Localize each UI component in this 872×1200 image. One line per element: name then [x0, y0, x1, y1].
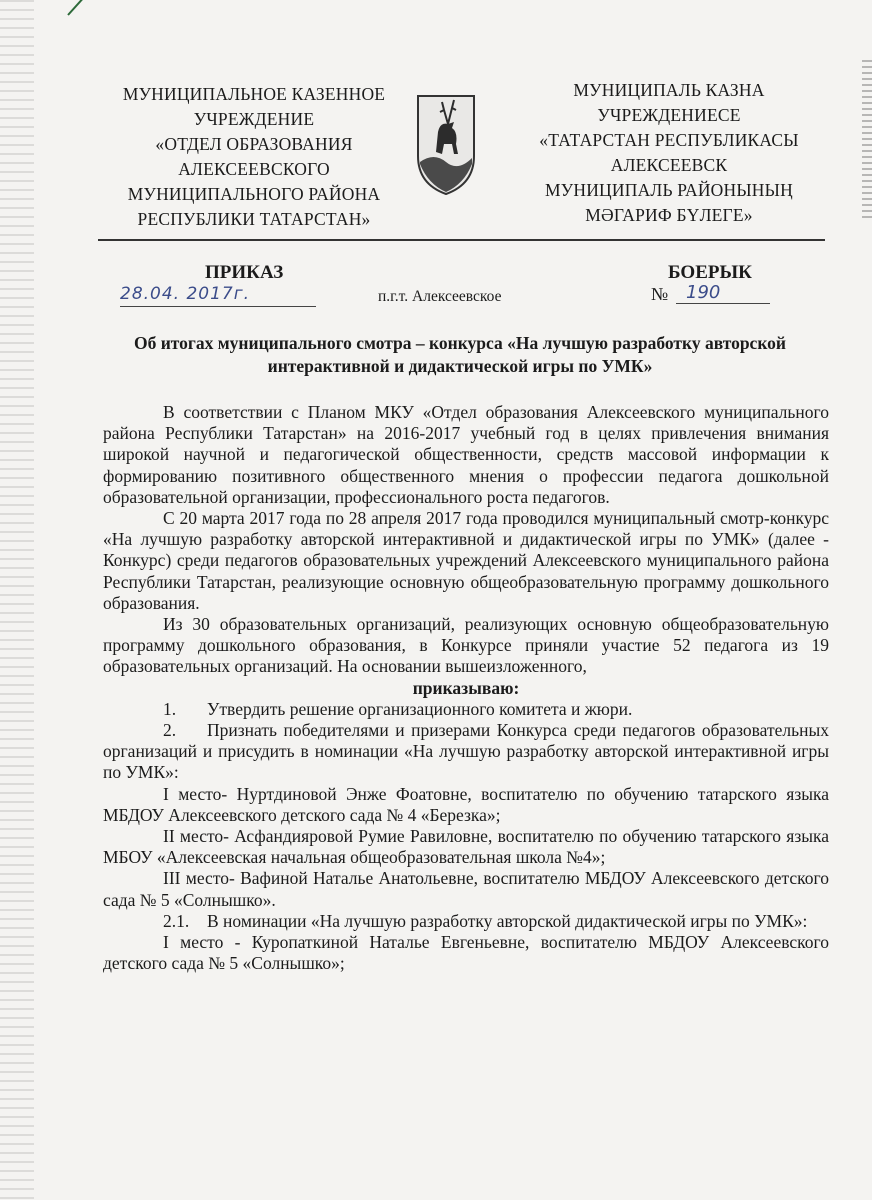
decree-heading: приказываю: [412, 677, 520, 698]
paragraph: С 20 марта 2017 года по 28 апреля 2017 года проводился муниципальный смотр-конкурс «На лучшую разработку авторской интерактивной и дидактической игры по УМК» (далее - Конкурс) среди педагогов образовательных учреждений Алексеевского муниципального района Республики Татарстан, реализующие основную общеобразовательную программу дошкольного образования. [103, 508, 829, 613]
header-left-line: МУНИЦИПАЛЬНОЕ КАЗЕННОЕ [122, 84, 386, 104]
award-entry: II место- Асфандияровой Румие Равиловне, воспитателю по обучению татарского языка МБОУ «Алексеевская начальная общеобразовательная школа №4»; [103, 826, 829, 868]
order-place: п.г.т. Алексеевское [378, 288, 502, 305]
paragraph: Из 30 образовательных организаций, реализующих основную общеобразовательную программу дошкольного образования, в Конкурсе приняли участие 52 педагога из 19 образовательных организаций. На основании вышеизложенного, [103, 614, 829, 677]
header-right-line: МӘГАРИФ БҮЛЕГЕ» [585, 205, 753, 225]
award-entry: I место - Куропаткиной Наталье Евгеньевне, воспитателю МБДОУ Алексеевского детского сада № 5 «Солнышко»; [103, 932, 829, 974]
header-left-line: «ОТДЕЛ ОБРАЗОВАНИЯ [155, 134, 353, 154]
list-item [103, 699, 829, 720]
header-right-line: АЛЕКСЕЕВСК [610, 155, 728, 175]
paragraph: В соответствии с Планом МКУ «Отдел образования Алексеевского муниципального района Республики Татарстан» на 2016-2017 учебный год в целях привлечения внимания широкой научной и педагогической общественности, средств массовой информации к формированию позитивного общественного мнения о профессии педагога дошкольной образовательной организации, профессионального роста педагогов. [103, 402, 829, 507]
award-entry: I место- Нуртдиновой Энже Фоатовне, воспитателю по обучению татарского языка МБДОУ Алексеевского детского сада № 4 «Березка»; [103, 783, 829, 825]
pen-mark [67, 0, 97, 16]
order-date-handwritten: 28.04. 2017г. [120, 284, 316, 307]
list-item [103, 720, 829, 784]
header-left-line: МУНИЦИПАЛЬНОГО РАЙОНА [127, 184, 381, 204]
header-left-line: РЕСПУБЛИКИ ТАТАРСТАН» [137, 209, 371, 229]
scan-edge-artifact [0, 0, 34, 1200]
header-divider [98, 239, 825, 241]
order-number-handwritten: 190 [676, 282, 770, 304]
list-item-number: 2.1. [163, 910, 190, 931]
header-left-line: УЧРЕЖДЕНИЕ [193, 109, 315, 129]
order-number-prefix: № [651, 284, 669, 304]
header-right-line: УЧРЕЖДЕНИЕСЕ [597, 105, 741, 125]
list-item-number: 1. [163, 698, 177, 719]
list-item-text: Утвердить решение организационного комитета и жюри. [207, 698, 633, 719]
coat-of-arms-icon [414, 92, 478, 196]
list-item-text: В номинации «На лучшую разработку авторской дидактической игры по УМК»: [207, 910, 808, 931]
list-item-text: Признать победителями и призерами Конкурса среди педагогов образовательных организаций и присудить в номинации «На лучшую разработку авторской интерактивной игры по УМК»: [103, 720, 829, 783]
header-left-russian [94, 82, 414, 232]
header-right-line: МУНИЦИПАЛЬ КАЗНА [573, 80, 765, 100]
document-title: Об итогах муниципального смотра – конкурса «На лучшую разработку авторской интерактивной и дидактической игры по УМК» [133, 333, 787, 376]
list-item [103, 911, 829, 932]
header-right-line: МУНИЦИПАЛЬ РАЙОНЫНЫҢ [545, 180, 793, 200]
document-body [103, 402, 829, 974]
header-right-line: «ТАТАРСТАН РЕСПУБЛИКАСЫ [539, 130, 799, 150]
order-label-tt: БОЕРЫК [668, 262, 752, 283]
award-entry: III место- Вафиной Наталье Анатольевне, воспитателю МБДОУ Алексеевского детского сада № 5 «Солнышко». [103, 868, 829, 910]
list-item-number: 2. [163, 720, 177, 741]
header-left-line: АЛЕКСЕЕВСКОГО [178, 159, 330, 179]
scan-edge-artifact-right [862, 60, 872, 220]
order-label-ru: ПРИКАЗ [205, 262, 284, 283]
header-right-tatar [504, 78, 834, 228]
